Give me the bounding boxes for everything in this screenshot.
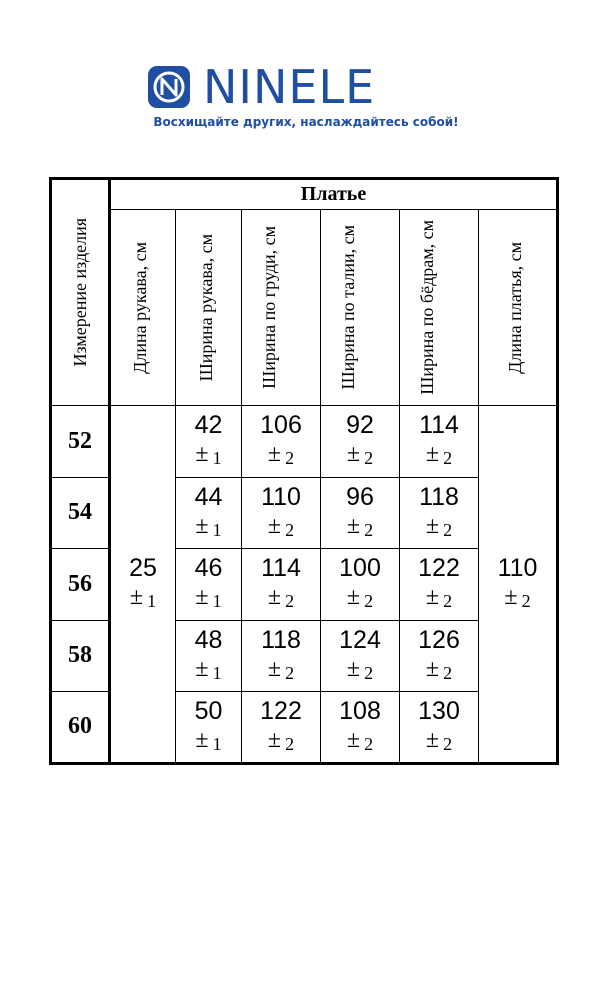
sleeve-width-cell [176, 406, 242, 478]
plus-minus-sign: ± [267, 726, 282, 753]
column-header-cell [479, 210, 558, 406]
column-header-cell [400, 210, 479, 406]
plus-minus-sign: ± [195, 726, 209, 753]
sleeve-width-tolerance-value: 1 [212, 591, 222, 612]
sleeve-width-cell [176, 692, 242, 764]
plus-minus-sign: ± [346, 584, 361, 611]
size-chart-table [49, 177, 559, 765]
size-value: 58 [68, 642, 92, 669]
plus-minus-sign: ± [195, 512, 209, 539]
size-cell [51, 406, 110, 478]
plus-minus-sign: ± [425, 726, 440, 753]
column-header-dress-length: Длина платья, см [504, 241, 525, 374]
chest-width-cell [242, 692, 321, 764]
plus-minus-sign: ± [267, 584, 282, 611]
sleeve-length-cell [110, 406, 176, 764]
plus-minus-sign: ± [346, 512, 361, 539]
sleeve-length-value: 25 [129, 553, 157, 582]
size-value: 54 [68, 499, 92, 526]
hips-width-tolerance-value: 2 [443, 733, 453, 754]
hips-width-cell [400, 692, 479, 764]
waist-width-value: 100 [339, 554, 381, 583]
hips-width-value: 114 [419, 411, 459, 440]
plus-minus-sign: ± [195, 584, 209, 611]
sleeve-length-tolerance [111, 583, 175, 615]
chest-width-tolerance-value: 2 [285, 591, 295, 612]
chest-width-tolerance [242, 726, 320, 758]
sleeve-width-tolerance-value: 1 [212, 519, 222, 540]
chest-width-value: 110 [261, 482, 301, 511]
logo [147, 60, 376, 114]
sleeve-width-cell [176, 549, 242, 621]
waist-width-cell [321, 692, 400, 764]
garment-header-row [51, 179, 558, 210]
hips-width-cell [400, 620, 479, 692]
hips-width-cell [400, 477, 479, 549]
sleeve-width-value: 44 [194, 482, 223, 511]
brand-name: NINELE [203, 60, 376, 114]
waist-width-value: 92 [346, 411, 374, 440]
sleeve-width-tolerance [176, 512, 241, 544]
plus-minus-sign: ± [425, 655, 440, 682]
plus-minus-sign: ± [267, 655, 282, 682]
hips-width-tolerance-value: 2 [443, 519, 453, 540]
sleeve-length-tolerance-value: 1 [147, 590, 157, 611]
plus-minus-sign: ± [504, 583, 518, 610]
waist-width-tolerance-value: 2 [364, 448, 374, 469]
waist-width-tolerance [321, 583, 399, 615]
waist-width-cell [321, 549, 400, 621]
chest-width-tolerance-value: 2 [285, 519, 295, 540]
dress-length-tolerance [479, 583, 556, 615]
plus-minus-sign: ± [195, 441, 209, 468]
sleeve-width-cell [176, 620, 242, 692]
hips-width-tolerance-value: 2 [443, 662, 453, 683]
waist-width-tolerance [321, 440, 399, 472]
waist-width-cell [321, 406, 400, 478]
waist-width-tolerance-value: 2 [364, 519, 374, 540]
size-row [51, 406, 558, 478]
dress-length-tolerance-value: 2 [521, 590, 531, 611]
chest-width-value: 106 [260, 411, 302, 440]
garment-header-cell [110, 179, 558, 210]
waist-width-tolerance-value: 2 [364, 591, 374, 612]
size-cell [51, 620, 110, 692]
size-cell [51, 549, 110, 621]
sleeve-width-tolerance-value: 1 [212, 662, 222, 683]
chest-width-tolerance [242, 512, 320, 544]
chest-width-cell [242, 549, 321, 621]
ninele-logo-icon [147, 65, 191, 109]
sleeve-width-tolerance-value: 1 [212, 733, 222, 754]
brand-tagline: Восхищайте других, наслаждайтесь собой! [153, 115, 459, 129]
hips-width-tolerance-value: 2 [443, 591, 453, 612]
plus-minus-sign: ± [425, 584, 440, 611]
chest-width-tolerance [242, 583, 320, 615]
waist-width-tolerance-value: 2 [364, 733, 374, 754]
hips-width-value: 122 [418, 554, 460, 583]
garment-title: Платье [300, 183, 367, 205]
size-value: 60 [68, 713, 92, 740]
sleeve-width-tolerance [176, 655, 241, 687]
sleeve-width-value: 42 [194, 411, 223, 440]
chest-width-cell [242, 406, 321, 478]
column-header-cell [176, 210, 242, 406]
hips-width-value: 126 [418, 625, 460, 654]
hips-width-tolerance [400, 440, 478, 472]
column-header-cell [110, 210, 176, 406]
chest-width-tolerance-value: 2 [285, 662, 295, 683]
chest-width-tolerance-value: 2 [285, 448, 295, 469]
waist-width-value: 124 [339, 625, 381, 654]
column-header-waist: Ширина по талии, см [338, 225, 358, 390]
hips-width-tolerance [400, 512, 478, 544]
hips-width-value: 118 [419, 482, 459, 511]
waist-width-cell [321, 620, 400, 692]
hips-width-tolerance [400, 583, 478, 615]
sleeve-width-tolerance [176, 440, 241, 472]
size-cell [51, 477, 110, 549]
column-header-cell [242, 210, 321, 406]
plus-minus-sign: ± [346, 655, 361, 682]
size-header: Измерение изделия [70, 218, 90, 367]
chest-width-cell [242, 620, 321, 692]
chest-width-tolerance [242, 655, 320, 687]
chest-width-cell [242, 477, 321, 549]
size-value: 56 [68, 570, 92, 597]
dress-length-cell [479, 406, 558, 764]
brand-header [0, 60, 612, 140]
hips-width-tolerance-value: 2 [443, 448, 453, 469]
column-header-hips: Ширина по бёдрам, см [417, 220, 437, 395]
column-header-sleeve-length: Длина рукава, см [130, 241, 150, 374]
chest-width-value: 118 [261, 625, 301, 654]
plus-minus-sign: ± [129, 583, 144, 610]
sleeve-width-value: 50 [194, 696, 223, 725]
sleeve-width-tolerance-value: 1 [212, 448, 222, 469]
waist-width-value: 108 [339, 696, 381, 725]
sleeve-width-value: 46 [194, 554, 223, 583]
plus-minus-sign: ± [267, 441, 282, 468]
column-header-cell [321, 210, 400, 406]
sleeve-width-cell [176, 477, 242, 549]
chest-width-tolerance-value: 2 [285, 733, 295, 754]
sleeve-width-value: 48 [194, 625, 223, 654]
waist-width-cell [321, 477, 400, 549]
hips-width-cell [400, 549, 479, 621]
hips-width-cell [400, 406, 479, 478]
plus-minus-sign: ± [425, 441, 440, 468]
chest-width-tolerance [242, 440, 320, 472]
waist-width-tolerance [321, 726, 399, 758]
waist-width-tolerance-value: 2 [364, 662, 374, 683]
plus-minus-sign: ± [267, 512, 282, 539]
column-header-chest: Ширина по груди, см [259, 226, 279, 389]
hips-width-tolerance [400, 655, 478, 687]
waist-width-tolerance [321, 512, 399, 544]
dress-length-value: 110 [497, 553, 538, 582]
plus-minus-sign: ± [346, 726, 361, 753]
column-header-sleeve-width: Ширина рукава, см [195, 233, 216, 382]
size-value: 52 [68, 427, 92, 454]
column-header-row [51, 210, 558, 406]
size-header-cell [51, 179, 110, 406]
plus-minus-sign: ± [195, 655, 209, 682]
hips-width-value: 130 [418, 696, 460, 725]
chest-width-value: 114 [261, 554, 301, 583]
plus-minus-sign: ± [425, 512, 440, 539]
chest-width-value: 122 [260, 696, 302, 725]
hips-width-tolerance [400, 726, 478, 758]
waist-width-tolerance [321, 655, 399, 687]
plus-minus-sign: ± [346, 441, 361, 468]
waist-width-value: 96 [346, 482, 374, 511]
sleeve-width-tolerance [176, 726, 241, 758]
size-cell [51, 692, 110, 764]
sleeve-width-tolerance [176, 583, 241, 615]
